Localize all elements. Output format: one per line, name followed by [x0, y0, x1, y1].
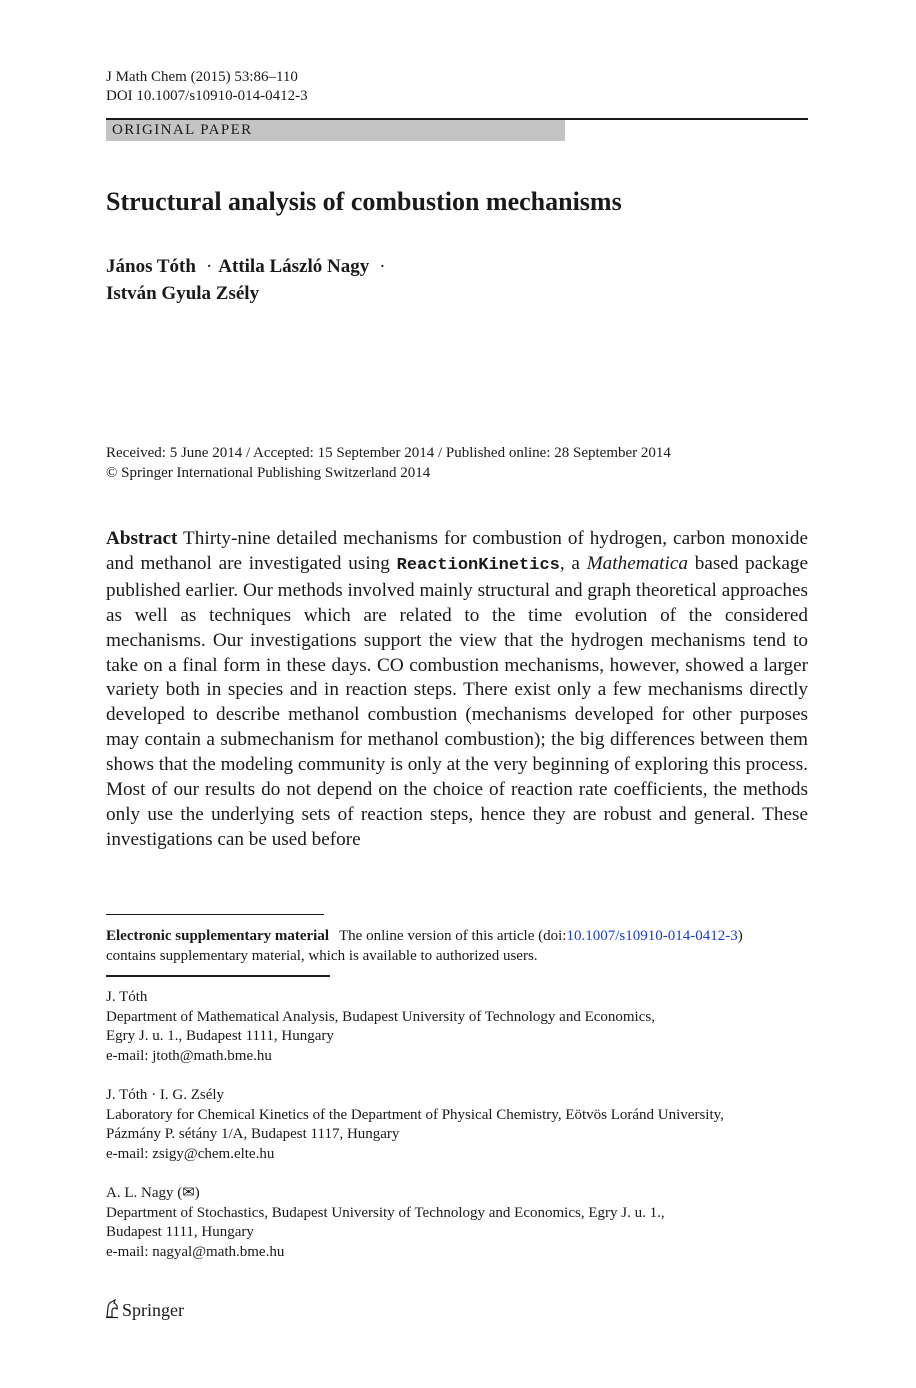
affiliation-line: Pázmány P. sétány 1/A, Budapest 1117, Hungary — [106, 1126, 400, 1142]
esm-text: ) — [737, 928, 743, 944]
author-separator: · — [379, 256, 386, 277]
esm-text: The online version of this article (doi: — [339, 928, 567, 944]
author-separator: · — [205, 256, 213, 277]
affiliation-line: Laboratory for Chemical Kinetics of the Department of Physical Chemistry, Eötvös Loránd University, — [106, 1106, 724, 1123]
author-name: Attila László Nagy — [218, 256, 370, 277]
affiliation-block — [106, 1086, 808, 1164]
software-name: Mathematica — [586, 552, 688, 574]
affiliation-email: e-mail: nagyal@math.bme.hu — [106, 1243, 285, 1260]
author-name: István Gyula Zsély — [106, 283, 260, 304]
affiliation-names: J. Tóth — [106, 989, 148, 1005]
affiliation-names: A. L. Nagy (✉) — [106, 1185, 200, 1201]
affiliation-line: Department of Stochastics, Budapest University of Technology and Economics, Egry J. u. 1., — [106, 1204, 665, 1221]
package-name: ReactionKinetics — [396, 555, 560, 575]
journal-info — [106, 68, 308, 106]
dates-line: Received: 5 June 2014 / Accepted: 15 September 2014 / Published online: 28 September 2014 — [106, 445, 671, 461]
affiliation-email: e-mail: jtoth@math.bme.hu — [106, 1047, 272, 1064]
publication-dates — [106, 443, 671, 483]
affiliation-line: Budapest 1111, Hungary — [106, 1224, 254, 1240]
journal-citation: J Math Chem (2015) 53:86–110 — [106, 69, 298, 85]
supplementary-note — [106, 926, 808, 966]
copyright-line: © Springer International Publishing Switzerland 2014 — [106, 465, 431, 481]
author-name: János Tóth — [106, 256, 196, 277]
abstract-label: Abstract — [106, 528, 178, 549]
affiliation-block — [106, 1184, 808, 1262]
abstract — [106, 527, 808, 853]
affiliation-names: J. Tóth · I. G. Zsély — [106, 1087, 225, 1103]
publisher-logo — [104, 1299, 184, 1324]
esm-text: contains supplementary material, which is available to authorized users. — [106, 948, 538, 964]
footnote-rule — [106, 914, 324, 915]
author-list — [106, 253, 392, 307]
affiliation-line: Department of Mathematical Analysis, Budapest University of Technology and Economics, — [106, 1008, 655, 1025]
abstract-text: Thirty-nine detailed mechanisms for combustion of hydrogen, carbon monoxide and methanol are investigated using — [106, 528, 808, 574]
affiliation-rule — [106, 975, 330, 977]
abstract-text: , a — [559, 552, 580, 574]
springer-horse-icon — [104, 1299, 120, 1324]
abstract-text: based package published earlier. Our methods involved mainly structural and graph theoretical approaches as well as techniques which are related to the time evolution of the considered mechanisms. Our investigations support the view that the hydrogen mechanisms tend to take on a final form in these days. CO combustion mechanisms, however, showed a larger variety both in species and in reaction steps. There exist only a few mechanisms directly developed to describe methanol combustion (mechanisms developed for other purposes may contain a submechanism for methanol combustion); the big differences between them shows that the modeling community is only at the very beginning of exploring this process. Most of our results do not depend on the choice of reaction rate coefficients, the methods only use the underlying sets of reaction steps, hence they are robust and general. These investigations can be used before — [106, 552, 809, 850]
esm-label: Electronic supplementary material — [106, 928, 330, 944]
paper-title: Structural analysis of combustion mechanisms — [106, 187, 622, 216]
doi-link[interactable]: 10.1007/s10910-014-0412-3 — [566, 928, 738, 944]
affiliation-line: Egry J. u. 1., Budapest 1111, Hungary — [106, 1028, 334, 1044]
affiliation-block — [106, 988, 808, 1066]
publisher-name: Springer — [122, 1300, 184, 1320]
article-type-badge: ORIGINAL PAPER — [106, 120, 565, 141]
affiliation-email: e-mail: zsigy@chem.elte.hu — [106, 1145, 275, 1162]
journal-doi: DOI 10.1007/s10910-014-0412-3 — [106, 88, 308, 104]
